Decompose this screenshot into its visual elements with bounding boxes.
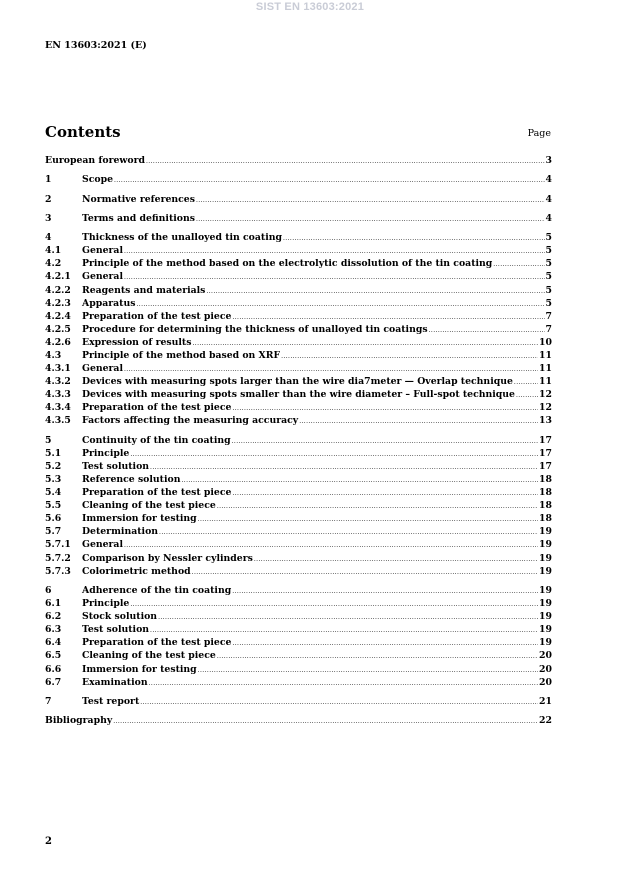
- toc-entry[interactable]: [45, 663, 552, 676]
- toc-entry[interactable]: [45, 676, 552, 689]
- toc-entry-page: 17: [539, 460, 552, 472]
- toc-entry-page: 18: [539, 474, 552, 485]
- toc-entry-page: 11: [539, 349, 552, 361]
- toc-entry-page: 22: [539, 715, 552, 727]
- toc-entry-number: 5.7.1: [45, 539, 71, 551]
- toc-entry[interactable]: [45, 714, 552, 727]
- toc-entry-page: 19: [539, 565, 552, 577]
- toc-dot-leader: [130, 448, 538, 461]
- toc-entry-page: 19: [539, 539, 552, 551]
- toc-entry[interactable]: [45, 649, 552, 662]
- toc-dot-leader: [283, 232, 545, 245]
- toc-entry-title: Preparation of the test piece: [82, 310, 232, 322]
- toc-entry-page: 19: [539, 584, 552, 596]
- toc-entry-title: Devices with measuring spots larger than the wire dia7meter — Overlap technique: [82, 376, 513, 388]
- toc-entry-page: 4: [545, 174, 552, 186]
- toc-dot-leader: [493, 258, 544, 271]
- toc-entry-number: 5.2: [45, 460, 62, 472]
- toc-entry-page: 13: [539, 415, 552, 427]
- toc-entry[interactable]: [45, 349, 552, 362]
- toc-entry-title: Cleaning of the test piece: [82, 500, 216, 512]
- toc-entry-title: Stock solution: [82, 611, 158, 623]
- toc-entry-number: 7: [45, 695, 52, 707]
- toc-entry[interactable]: [45, 610, 552, 623]
- toc-entry-page: 5: [545, 258, 552, 270]
- toc-entry[interactable]: [45, 173, 552, 186]
- toc-entry-number: 4.2.2: [45, 284, 71, 296]
- toc-entry-title: Bibliography: [45, 715, 113, 727]
- toc-dot-leader: [196, 194, 545, 207]
- toc-entry-title: Preparation of the test piece: [82, 637, 232, 649]
- toc-entry-title: Preparation of the test piece: [82, 402, 232, 414]
- toc-entry-title: Procedure for determining the thickness of unalloyed tin coatings: [82, 323, 428, 335]
- toc-entry-page: 7: [545, 323, 552, 335]
- toc-entry-page: 12: [539, 402, 552, 414]
- toc-entry[interactable]: [45, 154, 552, 167]
- toc-dot-leader: [254, 553, 538, 566]
- toc-dot-leader: [232, 487, 538, 500]
- toc-entry-title: General: [82, 363, 123, 375]
- toc-entry-page: 5: [545, 271, 552, 283]
- toc-entry-title: Continuity of the tin coating: [82, 434, 231, 446]
- toc-entry[interactable]: [45, 499, 552, 512]
- contents-title: Contents: [45, 123, 121, 141]
- toc-entry-number: 4.3.3: [45, 389, 71, 401]
- toc-entry-title: Preparation of the test piece: [82, 487, 232, 499]
- toc-entry-page: 17: [539, 447, 552, 459]
- toc-entry-title: Colorimetric method: [82, 565, 191, 577]
- toc-dot-leader: [232, 637, 538, 650]
- toc-entry-number: 5.7.3: [45, 565, 71, 577]
- toc-entry-number: 4.3.2: [45, 376, 71, 388]
- toc-entry-number: 5.4: [45, 487, 62, 499]
- toc-entry-title: Principle: [82, 447, 130, 459]
- toc-entry-page: 10: [539, 336, 552, 348]
- toc-entry-page: 4: [545, 193, 552, 205]
- toc-entry-title: Principle of the method based on XRF: [82, 349, 281, 361]
- toc-entry[interactable]: [45, 636, 552, 649]
- toc-entry-number: 6.1: [45, 598, 62, 610]
- toc-dot-leader: [232, 585, 538, 598]
- toc-entry-number: 4.3.4: [45, 402, 71, 414]
- toc-dot-leader: [217, 650, 538, 663]
- toc-dot-leader: [281, 350, 538, 363]
- toc-entry[interactable]: [45, 538, 552, 551]
- toc-entry-number: 6.2: [45, 611, 62, 623]
- toc-entry-page: 17: [539, 434, 552, 446]
- toc-entry[interactable]: [45, 552, 552, 565]
- toc-entry-page: 12: [539, 389, 552, 401]
- toc-dot-leader: [130, 598, 538, 611]
- toc-entry-number: 4.3.1: [45, 363, 71, 375]
- toc-entry-number: 6.3: [45, 624, 62, 636]
- toc-entry[interactable]: [45, 388, 552, 401]
- toc-entry-page: 7: [545, 310, 552, 322]
- toc-entry-title: General: [82, 539, 123, 551]
- toc-dot-leader: [196, 213, 545, 226]
- toc-entry-title: Cleaning of the test piece: [82, 650, 216, 662]
- toc-entry-page: 19: [539, 624, 552, 636]
- toc-entry-title: Reference solution: [82, 474, 181, 485]
- toc-entry-title: Devices with measuring spots smaller than the wire diameter – Full-spot technique: [82, 389, 515, 401]
- toc-entry[interactable]: [45, 565, 552, 578]
- toc-entry[interactable]: [45, 623, 552, 636]
- toc-entry-number: 5.3: [45, 474, 62, 485]
- toc-entry-page: 20: [539, 663, 552, 675]
- toc-entry[interactable]: [45, 597, 552, 610]
- toc-entry-page: 4: [545, 212, 552, 224]
- toc-dot-leader: [149, 677, 538, 690]
- toc-entry[interactable]: [45, 193, 552, 206]
- toc-dot-leader: [192, 566, 538, 579]
- toc-entry-page: 21: [539, 695, 552, 707]
- toc-entry-number: 4.1: [45, 245, 62, 257]
- toc-entry-number: 6: [45, 584, 52, 596]
- toc-entry-number: 6.5: [45, 650, 62, 662]
- toc-entry-title: Adherence of the tin coating: [82, 584, 232, 596]
- toc-entry-number: 1: [45, 174, 52, 186]
- toc-entry-number: 5.6: [45, 513, 62, 525]
- toc-entry-page: 5: [545, 232, 552, 244]
- toc-entry-title: Thickness of the unalloyed tin coating: [82, 232, 282, 244]
- toc-entry-title: Reagents and materials: [82, 284, 206, 296]
- toc-entry[interactable]: [45, 323, 552, 336]
- toc-entry-title: Factors affecting the measuring accuracy: [82, 415, 299, 427]
- toc-entry-number: 4.2.3: [45, 297, 71, 309]
- toc-dot-leader: [514, 376, 538, 389]
- toc-entry-number: 6.7: [45, 676, 62, 688]
- toc-entry-page: 20: [539, 650, 552, 662]
- toc-dot-leader: [198, 513, 538, 526]
- toc-entry[interactable]: [45, 460, 552, 473]
- toc-entry-title: Principle of the method based on the electrolytic dissolution of the tin coating: [82, 258, 493, 270]
- toc-entry[interactable]: [45, 584, 552, 597]
- toc-dot-leader: [206, 285, 544, 298]
- toc-dot-leader: [299, 415, 538, 428]
- toc-entry-page: 11: [539, 376, 552, 388]
- toc-entry[interactable]: [45, 284, 552, 297]
- toc-entry-title: Normative references: [82, 193, 195, 205]
- toc-entry-number: 4.2.5: [45, 323, 71, 335]
- toc-entry-title: General: [82, 245, 123, 257]
- toc-entry-title: General: [82, 271, 123, 283]
- toc-entry[interactable]: [45, 512, 552, 525]
- toc-entry[interactable]: [45, 212, 552, 225]
- toc-entry-title: Immersion for testing: [82, 513, 197, 525]
- toc-entry-page: 3: [545, 155, 552, 166]
- toc-entry-page: 19: [539, 552, 552, 564]
- toc-entry[interactable]: [45, 310, 552, 323]
- toc-entry-number: 4.2.6: [45, 336, 71, 348]
- toc-entry[interactable]: [45, 401, 552, 414]
- toc-entry-number: 6.4: [45, 637, 62, 649]
- toc-entry-title: Expression of results: [82, 336, 192, 348]
- toc-dot-leader: [114, 174, 545, 187]
- toc-entry-number: 4.2: [45, 258, 62, 270]
- toc-entry[interactable]: [45, 434, 552, 447]
- toc-entry-title: Test report: [82, 695, 140, 707]
- toc-dot-leader: [150, 461, 538, 474]
- toc-entry-page: 19: [539, 611, 552, 623]
- toc-entry-page: 5: [545, 297, 552, 309]
- toc-dot-leader: [516, 389, 538, 402]
- toc-dot-leader: [146, 155, 545, 168]
- toc-entry-title: Examination: [82, 676, 148, 688]
- document-id: EN 13603:2021 (E): [45, 40, 147, 51]
- toc-dot-leader: [140, 696, 538, 709]
- toc-entry-title: Principle: [82, 598, 130, 610]
- toc-entry-number: 5.5: [45, 500, 62, 512]
- toc-dot-leader: [159, 526, 538, 539]
- toc-dot-leader: [113, 715, 538, 728]
- toc-entry[interactable]: [45, 336, 552, 349]
- toc-entry-page: 5: [545, 284, 552, 296]
- toc-entry-title: Terms and definitions: [82, 212, 195, 224]
- toc-entry-number: 4.2.4: [45, 310, 71, 322]
- toc-dot-leader: [181, 474, 538, 487]
- toc-entry[interactable]: [45, 270, 552, 283]
- toc-entry-page: 19: [539, 598, 552, 610]
- page-number: 2: [45, 836, 52, 847]
- toc-entry[interactable]: [45, 244, 552, 257]
- toc-entry-title: Immersion for testing: [82, 663, 197, 675]
- toc-entry-title: Test solution: [82, 460, 150, 472]
- toc-entry-title: Comparison by Nessler cylinders: [82, 552, 253, 564]
- toc-entry[interactable]: [45, 231, 552, 244]
- toc-entry-title: European foreword: [45, 155, 145, 166]
- toc-dot-leader: [217, 500, 538, 513]
- toc-entry-page: 20: [539, 676, 552, 688]
- toc-entry-number: 5.1: [45, 447, 62, 459]
- toc-entry-page: 18: [539, 487, 552, 499]
- toc-entry-title: Scope: [82, 174, 113, 186]
- toc-entry-page: 18: [539, 500, 552, 512]
- toc-entry-number: 5.7.2: [45, 552, 71, 564]
- toc-entry-page: 18: [539, 513, 552, 525]
- toc-entry[interactable]: [45, 695, 552, 708]
- toc-entry-page: 19: [539, 637, 552, 649]
- toc-entry[interactable]: [45, 297, 552, 310]
- toc-entry-number: 3: [45, 212, 52, 224]
- toc-entry-page: 5: [545, 245, 552, 257]
- toc-dot-leader: [232, 435, 538, 448]
- toc-entry-page: 19: [539, 526, 552, 538]
- toc-entry-title: Determination: [82, 526, 159, 538]
- toc-entry[interactable]: [45, 447, 552, 460]
- toc-entry-number: 4: [45, 232, 52, 244]
- toc-entry[interactable]: [45, 486, 552, 499]
- toc-entry-number: 2: [45, 193, 52, 205]
- toc-entry-number: 4.2.1: [45, 271, 71, 283]
- toc-dot-leader: [158, 611, 538, 624]
- toc-entry-number: 5: [45, 434, 52, 446]
- toc-entry-number: 6.6: [45, 663, 62, 675]
- toc-dot-leader: [429, 324, 545, 337]
- page-column-label: Page: [527, 128, 551, 139]
- toc-entry-number: 4.3.5: [45, 415, 71, 427]
- toc-entry[interactable]: [45, 375, 552, 388]
- toc-entry[interactable]: [45, 362, 552, 375]
- toc-entry[interactable]: [45, 473, 552, 486]
- toc-entry-number: 4.3: [45, 349, 62, 361]
- table-of-contents: [45, 154, 552, 727]
- toc-dot-leader: [198, 664, 538, 677]
- toc-entry-page: 11: [539, 363, 552, 375]
- toc-entry[interactable]: [45, 257, 552, 270]
- toc-entry[interactable]: [45, 414, 552, 427]
- toc-entry-title: Apparatus: [82, 297, 136, 309]
- toc-entry[interactable]: [45, 525, 552, 538]
- toc-entry-number: 5.7: [45, 526, 62, 538]
- watermark: SIST EN 13603:2021: [255, 1, 365, 13]
- toc-entry-title: Test solution: [82, 624, 150, 636]
